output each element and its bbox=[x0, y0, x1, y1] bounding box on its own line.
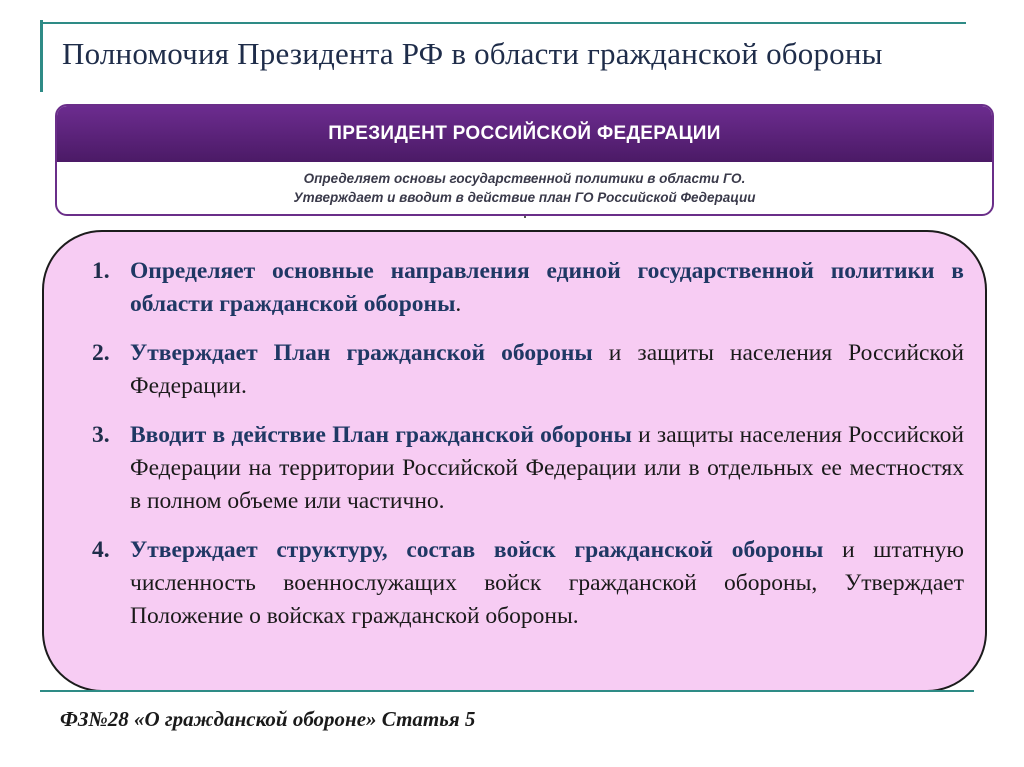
slide-title: Полномочия Президента РФ в области гражданской обороны bbox=[62, 36, 883, 71]
power-item-text bbox=[130, 419, 964, 518]
president-box-line-1: Определяет основы государственной политики в области ГО. bbox=[303, 171, 746, 186]
accent-top-line bbox=[40, 22, 966, 24]
power-item-number: 1. bbox=[92, 258, 110, 284]
powers-list bbox=[92, 255, 964, 649]
power-item-rest: и штатную численность военнослужащих войск гражданской обороны, Утверждает Положение о войсках гражданской обороны. bbox=[130, 537, 964, 629]
power-item-number: 3. bbox=[92, 422, 110, 448]
president-box bbox=[55, 104, 994, 216]
power-item bbox=[92, 255, 964, 321]
power-item-rest: и защиты населения Российской Федерации. bbox=[130, 340, 964, 399]
power-item-number: 4. bbox=[92, 537, 110, 563]
law-reference: ФЗ№28 «О гражданской обороне» Статья 5 bbox=[60, 707, 476, 731]
power-item-number: 2. bbox=[92, 340, 110, 366]
power-item-text bbox=[130, 255, 964, 321]
power-item-rest: . bbox=[455, 291, 462, 317]
power-item-text bbox=[130, 534, 964, 633]
separator-dot bbox=[524, 216, 526, 218]
power-item-highlight: Определяет основные направления единой государственной политики в области гражданской обороны bbox=[130, 258, 964, 317]
power-item bbox=[92, 534, 964, 633]
power-item-highlight: Утверждает структуру, состав войск гражданской обороны bbox=[130, 537, 824, 563]
power-item-highlight: Утверждает План гражданской обороны bbox=[130, 340, 593, 366]
president-box-description bbox=[57, 162, 992, 207]
power-item-rest: и защиты населения Российской Федерации на территории Российской Федерации или в отдельных ее местностях в полном объеме или частично. bbox=[130, 422, 964, 514]
power-item bbox=[92, 337, 964, 403]
president-box-header: ПРЕЗИДЕНТ РОССИЙСКОЙ ФЕДЕРАЦИИ bbox=[57, 106, 992, 162]
accent-bottom-line bbox=[40, 690, 974, 692]
power-item-text bbox=[130, 337, 964, 403]
power-item-highlight: Вводит в действие План гражданской обороны bbox=[130, 422, 632, 448]
power-item bbox=[92, 419, 964, 518]
president-box-line-2: Утверждает и вводит в действие план ГО Российской Федерации bbox=[293, 190, 756, 205]
accent-vertical-line bbox=[40, 20, 43, 92]
